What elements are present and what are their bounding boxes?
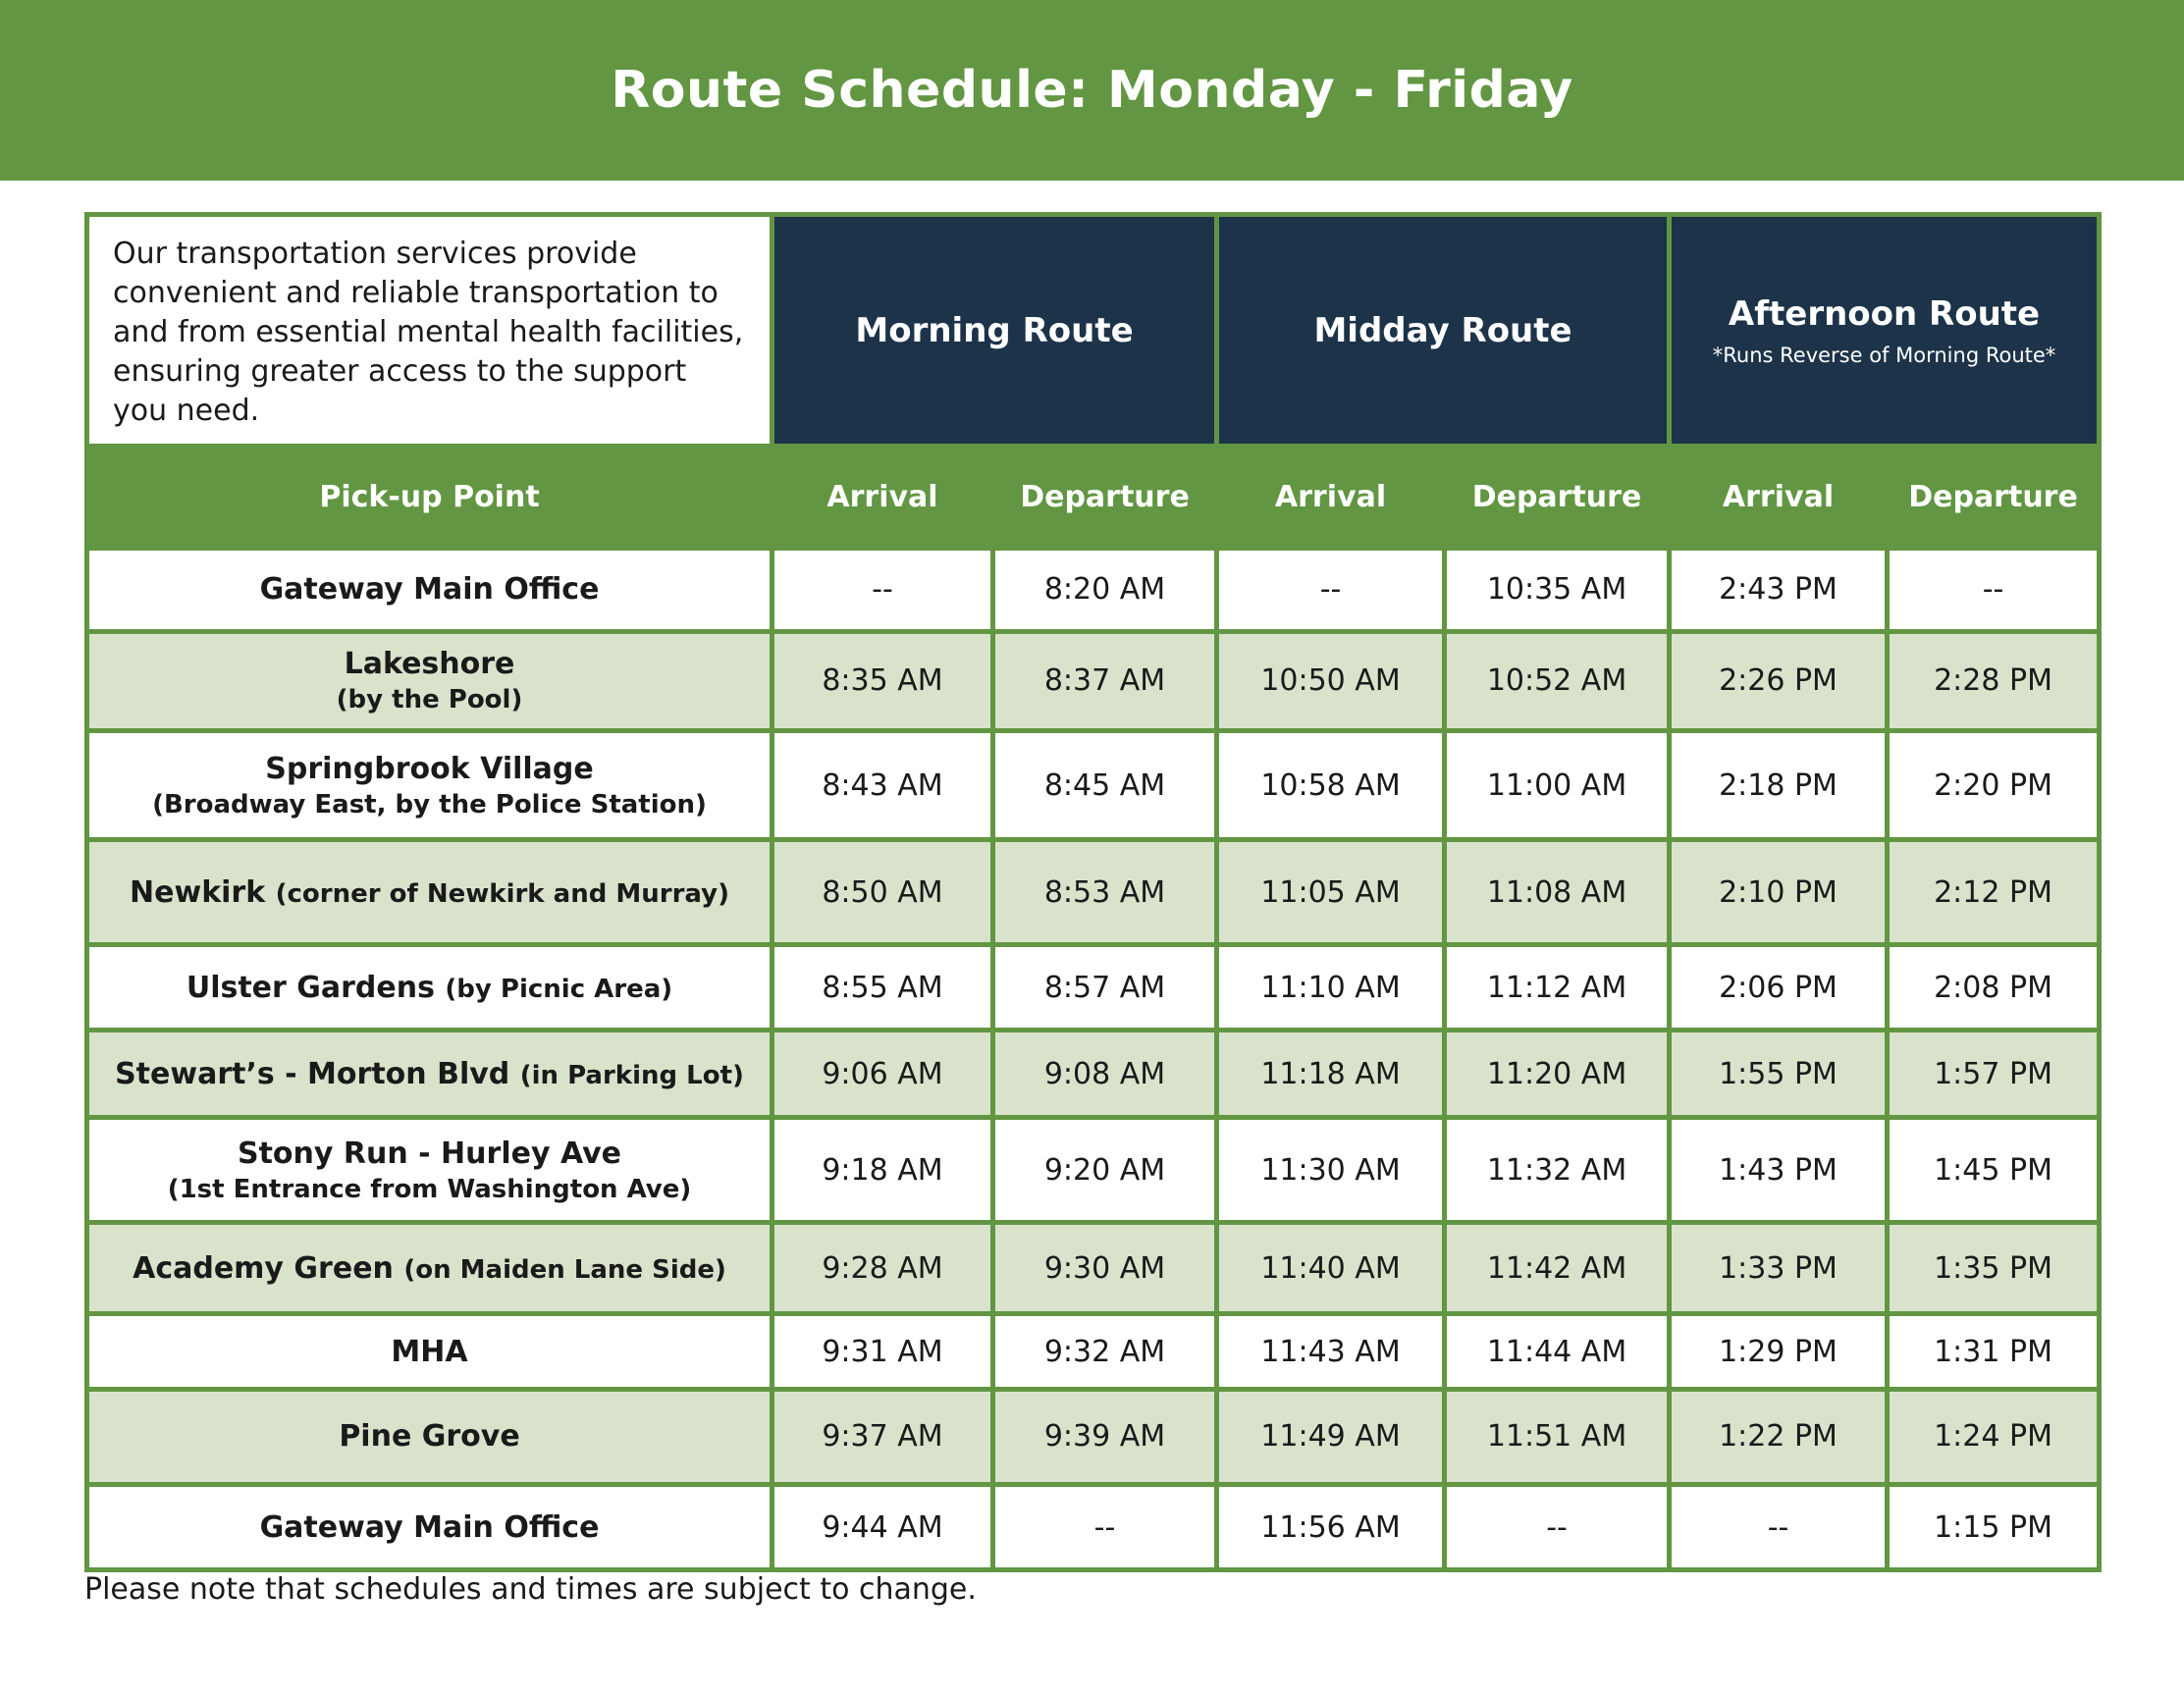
morning-departure-time: 8:53 AM xyxy=(993,840,1217,945)
stop-name: Gateway Main Office xyxy=(259,572,600,608)
afternoon-departure-time: 2:28 PM xyxy=(1888,631,2100,730)
afternoon-departure-time: 1:15 PM xyxy=(1888,1485,2100,1570)
midday-departure-time: 11:20 AM xyxy=(1445,1031,1670,1118)
afternoon-departure-time: 1:31 PM xyxy=(1888,1314,2100,1390)
midday-arrival-time: 11:18 AM xyxy=(1217,1031,1445,1118)
midday-departure-time: 11:51 AM xyxy=(1445,1389,1670,1484)
schedule-row xyxy=(87,1485,2100,1570)
schedule-row xyxy=(87,730,2100,839)
morning-departure-time: 9:39 AM xyxy=(993,1389,1217,1484)
midday-departure-time: 10:35 AM xyxy=(1445,549,1670,632)
morning-arrival-time: -- xyxy=(772,549,993,632)
midday-departure-time: 11:32 AM xyxy=(1445,1118,1670,1223)
afternoon-departure-time: 2:12 PM xyxy=(1888,840,2100,945)
pickup-point-cell xyxy=(87,549,772,632)
stop-detail: (Broadway East, by the Police Station) xyxy=(152,789,707,820)
pickup-point-cell xyxy=(87,631,772,730)
morning-route-header xyxy=(772,215,1217,447)
stop-name: Stewart’s - Morton Blvd xyxy=(115,1056,510,1091)
afternoon-departure-time: 1:57 PM xyxy=(1888,1031,2100,1118)
midday-departure-time: 11:08 AM xyxy=(1445,840,1670,945)
stop-name: Stony Run - Hurley Ave xyxy=(237,1136,621,1171)
midday-arrival-time: 11:43 AM xyxy=(1217,1314,1445,1390)
stop-name: Gateway Main Office xyxy=(259,1509,600,1545)
midday-departure-time: 11:12 AM xyxy=(1445,945,1670,1031)
pickup-point-cell xyxy=(87,1314,772,1390)
afternoon-arrival-time: 1:22 PM xyxy=(1670,1389,1888,1484)
afternoon-arrival-time: -- xyxy=(1670,1485,1888,1570)
afternoon-departure-time: 1:35 PM xyxy=(1888,1223,2100,1314)
afternoon-route-header xyxy=(1670,215,2100,447)
morning-departure-time: 8:45 AM xyxy=(993,730,1217,839)
route-schedule-table xyxy=(84,212,2102,1572)
midday-arrival-time: 10:58 AM xyxy=(1217,730,1445,839)
schedule-row xyxy=(87,1314,2100,1390)
morning-departure-header: Departure xyxy=(993,447,1217,549)
schedule-row xyxy=(87,631,2100,730)
schedule-row xyxy=(87,1223,2100,1314)
route-note: *Runs Reverse of Morning Route* xyxy=(1712,343,2056,367)
afternoon-departure-time: 2:20 PM xyxy=(1888,730,2100,839)
morning-arrival-time: 9:28 AM xyxy=(772,1223,993,1314)
route-name: Morning Route xyxy=(855,310,1134,350)
midday-arrival-header: Arrival xyxy=(1217,447,1445,549)
schedule-row xyxy=(87,945,2100,1031)
morning-departure-time: 9:30 AM xyxy=(993,1223,1217,1314)
afternoon-arrival-time: 2:18 PM xyxy=(1670,730,1888,839)
morning-departure-time: 9:32 AM xyxy=(993,1314,1217,1390)
morning-arrival-time: 8:35 AM xyxy=(772,631,993,730)
midday-departure-time: 11:00 AM xyxy=(1445,730,1670,839)
pickup-point-cell xyxy=(87,1485,772,1570)
pickup-point-header: Pick-up Point xyxy=(87,447,772,549)
afternoon-arrival-time: 2:10 PM xyxy=(1670,840,1888,945)
morning-departure-time: 9:20 AM xyxy=(993,1118,1217,1223)
morning-arrival-header: Arrival xyxy=(772,447,993,549)
midday-arrival-time: 11:10 AM xyxy=(1217,945,1445,1031)
afternoon-arrival-time: 2:06 PM xyxy=(1670,945,1888,1031)
midday-arrival-time: 11:40 AM xyxy=(1217,1223,1445,1314)
morning-departure-time: 8:37 AM xyxy=(993,631,1217,730)
stop-detail: (on Maiden Lane Side) xyxy=(403,1254,726,1285)
route-header-row xyxy=(87,215,2100,447)
afternoon-departure-time: 2:08 PM xyxy=(1888,945,2100,1031)
stop-name: Ulster Gardens xyxy=(186,970,435,1005)
morning-arrival-time: 9:31 AM xyxy=(772,1314,993,1390)
schedule-row xyxy=(87,840,2100,945)
stop-name: Lakeshore xyxy=(344,647,515,682)
title-banner xyxy=(0,0,2184,181)
stop-name: Academy Green xyxy=(133,1250,394,1286)
stop-name: MHA xyxy=(391,1334,468,1369)
morning-departure-time: 8:20 AM xyxy=(993,549,1217,632)
midday-arrival-time: -- xyxy=(1217,549,1445,632)
pickup-point-cell xyxy=(87,1223,772,1314)
afternoon-arrival-time: 1:55 PM xyxy=(1670,1031,1888,1118)
afternoon-departure-time: -- xyxy=(1888,549,2100,632)
pickup-point-cell xyxy=(87,1389,772,1484)
morning-departure-time: 9:08 AM xyxy=(993,1031,1217,1118)
afternoon-departure-header: Departure xyxy=(1888,447,2100,549)
morning-arrival-time: 9:44 AM xyxy=(772,1485,993,1570)
morning-arrival-time: 8:50 AM xyxy=(772,840,993,945)
midday-arrival-time: 11:30 AM xyxy=(1217,1118,1445,1223)
midday-departure-header: Departure xyxy=(1445,447,1670,549)
afternoon-arrival-time: 1:33 PM xyxy=(1670,1223,1888,1314)
midday-arrival-time: 11:56 AM xyxy=(1217,1485,1445,1570)
pickup-point-cell xyxy=(87,730,772,839)
afternoon-arrival-time: 2:26 PM xyxy=(1670,631,1888,730)
stop-detail: (in Parking Lot) xyxy=(519,1060,744,1090)
route-name: Afternoon Route xyxy=(1728,293,2041,334)
afternoon-departure-time: 1:45 PM xyxy=(1888,1118,2100,1223)
schedule-row xyxy=(87,1031,2100,1118)
afternoon-arrival-time: 1:29 PM xyxy=(1670,1314,1888,1390)
column-header-row xyxy=(87,447,2100,549)
route-name: Midday Route xyxy=(1313,310,1572,350)
afternoon-arrival-header: Arrival xyxy=(1670,447,1888,549)
stop-detail: (by the Pool) xyxy=(336,685,523,715)
morning-arrival-time: 9:06 AM xyxy=(772,1031,993,1118)
stop-name: Springbrook Village xyxy=(265,751,594,786)
midday-route-header xyxy=(1217,215,1670,447)
afternoon-arrival-time: 2:43 PM xyxy=(1670,549,1888,632)
schedule-disclaimer: Please note that schedules and times are subject to change. xyxy=(84,1572,977,1607)
stop-name: Pine Grove xyxy=(339,1419,520,1455)
midday-arrival-time: 11:49 AM xyxy=(1217,1389,1445,1484)
morning-departure-time: -- xyxy=(993,1485,1217,1570)
schedule-row xyxy=(87,1118,2100,1223)
midday-arrival-time: 11:05 AM xyxy=(1217,840,1445,945)
pickup-point-cell xyxy=(87,945,772,1031)
pickup-point-cell xyxy=(87,840,772,945)
pickup-point-cell xyxy=(87,1118,772,1223)
stop-detail: (by Picnic Area) xyxy=(445,974,673,1004)
morning-arrival-time: 9:18 AM xyxy=(772,1118,993,1223)
afternoon-departure-time: 1:24 PM xyxy=(1888,1389,2100,1484)
pickup-point-cell xyxy=(87,1031,772,1118)
midday-departure-time: -- xyxy=(1445,1485,1670,1570)
schedule-row xyxy=(87,549,2100,632)
midday-departure-time: 10:52 AM xyxy=(1445,631,1670,730)
schedule-row xyxy=(87,1389,2100,1484)
morning-departure-time: 8:57 AM xyxy=(993,945,1217,1031)
intro-text: Our transportation services provide convenient and reliable transportation to and from essential mental health facilities, ensuring greater access to the support you need. xyxy=(87,215,772,447)
midday-arrival-time: 10:50 AM xyxy=(1217,631,1445,730)
afternoon-arrival-time: 1:43 PM xyxy=(1670,1118,1888,1223)
stop-detail: (corner of Newkirk and Murray) xyxy=(275,878,729,909)
stop-name: Newkirk xyxy=(130,874,266,910)
morning-arrival-time: 8:55 AM xyxy=(772,945,993,1031)
morning-arrival-time: 8:43 AM xyxy=(772,730,993,839)
morning-arrival-time: 9:37 AM xyxy=(772,1389,993,1484)
schedule-body xyxy=(87,549,2100,1570)
page-title: Route Schedule: Monday - Friday xyxy=(611,61,1573,120)
stop-detail: (1st Entrance from Washington Ave) xyxy=(167,1174,692,1204)
midday-departure-time: 11:42 AM xyxy=(1445,1223,1670,1314)
midday-departure-time: 11:44 AM xyxy=(1445,1314,1670,1390)
